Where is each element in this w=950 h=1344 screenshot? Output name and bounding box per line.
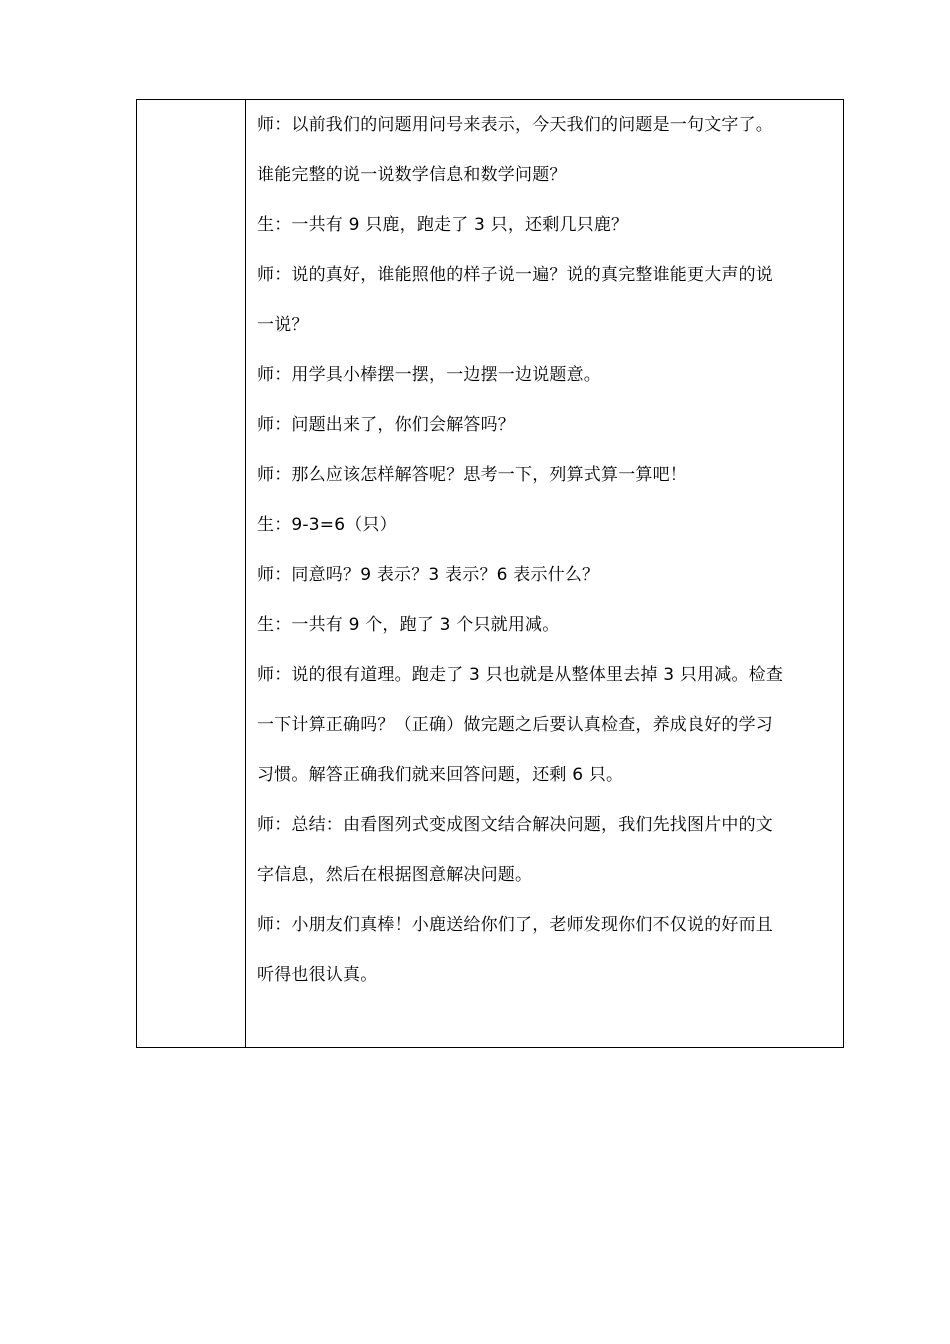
dialogue-line: 师：以前我们的问题用问号来表示，今天我们的问题是一句文字了。 xyxy=(257,115,773,135)
dialogue-lines xyxy=(257,100,833,1013)
dialogue-line: 生：一共有 9 只鹿，跑走了 3 只，还剩几只鹿？ xyxy=(257,215,629,235)
dialogue-line: 生：9-3=6（只） xyxy=(257,515,397,535)
lesson-table xyxy=(136,99,844,1048)
dialogue-line: 一下计算正确吗？（正确）做完题之后要认真检查，养成良好的学习 xyxy=(257,715,773,735)
dialogue-line: 生：一共有 9 个，跑了 3 个只就用减。 xyxy=(257,615,560,635)
dialogue-line: 一说？ xyxy=(257,315,309,335)
dialogue-line: 师：小朋友们真棒！小鹿送给你们了，老师发现你们不仅说的好而且 xyxy=(257,915,773,935)
dialogue-line: 习惯。解答正确我们就来回答问题，还剩 6 只。 xyxy=(257,765,624,785)
dialogue-line: 师：用学具小棒摆一摆，一边摆一边说题意。 xyxy=(257,365,601,385)
dialogue-line: 师：问题出来了，你们会解答吗？ xyxy=(257,415,515,435)
dialogue-line: 师：那么应该怎样解答呢？思考一下，列算式算一算吧！ xyxy=(257,465,687,485)
dialogue-line: 师：说的很有道理。跑走了 3 只也就是从整体里去掉 3 只用减。检查 xyxy=(257,665,784,685)
dialogue-line: 师：同意吗？9 表示？3 表示？6 表示什么？ xyxy=(257,565,600,585)
dialogue-line: 师：总结：由看图列式变成图文结合解决问题，我们先找图片中的文 xyxy=(257,815,773,835)
table-left-cell xyxy=(137,100,246,1047)
table-content-cell xyxy=(246,100,843,1047)
dialogue-line: 听得也很认真。 xyxy=(257,965,378,985)
dialogue-line: 谁能完整的说一说数学信息和数学问题？ xyxy=(257,165,567,185)
dialogue-line: 字信息，然后在根据图意解决问题。 xyxy=(257,865,533,885)
dialogue-line: 师：说的真好，谁能照他的样子说一遍？说的真完整谁能更大声的说 xyxy=(257,265,773,285)
